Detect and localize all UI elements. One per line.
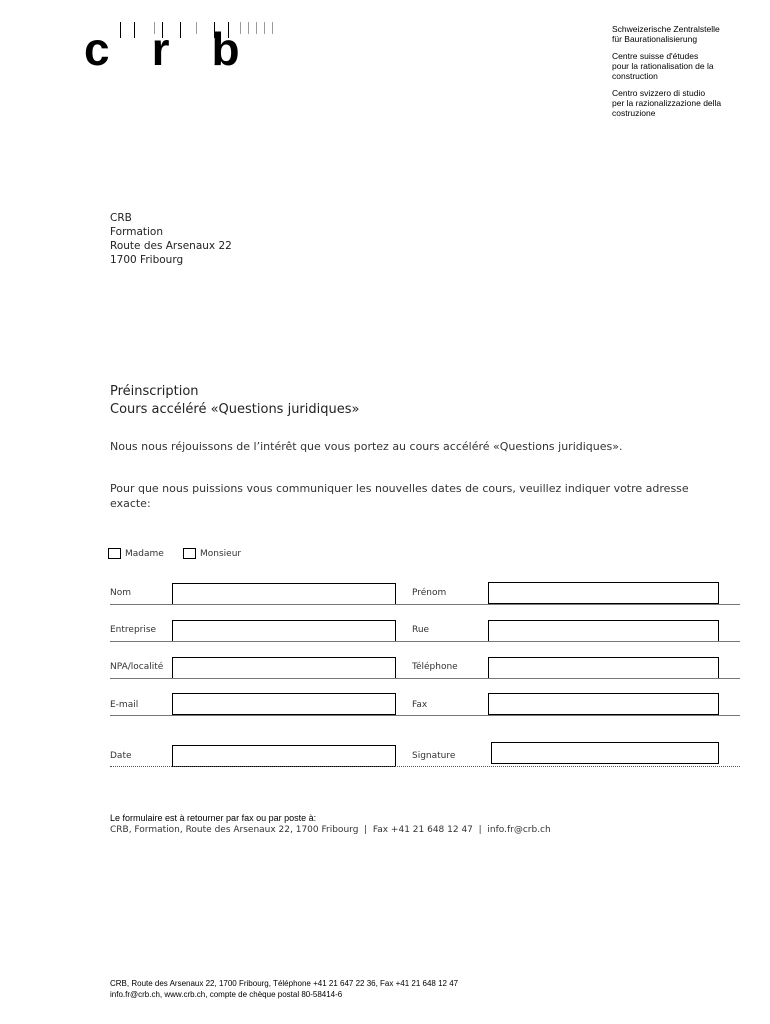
recipient-line: CRB	[110, 212, 132, 224]
recipient-line: 1700 Fribourg	[110, 254, 184, 266]
recipient-line: Route des Arsenaux 22	[110, 240, 232, 252]
checkbox-monsieur-box[interactable]	[183, 548, 196, 559]
row-divider	[110, 715, 740, 716]
checkbox-madame-box[interactable]	[108, 548, 121, 559]
footer-line-1: CRB, Route des Arsenaux 22, 1700 Fribourg, Téléphone +41 21 647 22 36, Fax +41 21 648 12 47	[110, 979, 459, 988]
return-note-heading: Le formulaire est à retourner par fax ou par poste à:	[110, 813, 317, 823]
organization-de: Schweizerische Zentralstelle für Baurationalisierung	[612, 24, 720, 44]
input-prenom[interactable]	[488, 582, 719, 604]
row-divider	[110, 604, 740, 605]
instruction-text: Pour que nous puissions vous communiquer les nouvelles dates de cours, veuillez indiquer votre adresse exacte:	[110, 482, 689, 510]
logo-letters	[84, 23, 282, 75]
footer-line-2: info.fr@crb.ch, www.crb.ch, compte de chèque postal 80-58414-6	[110, 990, 343, 999]
row-divider	[110, 766, 740, 767]
recipient-address	[110, 211, 232, 267]
row-divider	[110, 641, 740, 642]
input-signature[interactable]	[491, 742, 719, 764]
label-nom: Nom	[110, 588, 132, 598]
title-line-2: Cours accéléré «Questions juridiques»	[110, 402, 360, 417]
logo-text: crb	[84, 23, 282, 75]
return-note-details: CRB, Formation, Route des Arsenaux 22, 1700 Fribourg | Fax +41 21 648 12 47 | info.fr@crb.ch	[110, 825, 551, 835]
input-rue[interactable]	[488, 620, 719, 642]
input-fax[interactable]	[488, 693, 719, 715]
organization-it: Centro svizzero di studio per la razionalizzazione della costruzione	[612, 88, 722, 118]
row-divider	[110, 678, 740, 679]
label-entreprise: Entreprise	[110, 625, 157, 635]
input-date[interactable]	[172, 745, 396, 767]
input-email[interactable]	[172, 693, 396, 715]
label-prenom: Prénom	[412, 588, 447, 598]
document-title	[110, 383, 359, 419]
checkbox-madame-label: Madame	[125, 548, 164, 559]
label-fax: Fax	[412, 700, 428, 710]
label-rue: Rue	[412, 625, 430, 635]
label-date: Date	[110, 751, 132, 761]
input-telephone[interactable]	[488, 657, 719, 679]
input-nom[interactable]	[172, 583, 396, 605]
label-signature: Signature	[412, 751, 456, 761]
label-npa: NPA/localité	[110, 662, 164, 672]
recipient-line: Formation	[110, 226, 163, 238]
organization-names	[612, 24, 721, 125]
checkbox-madame[interactable]	[108, 548, 164, 559]
input-entreprise[interactable]	[172, 620, 396, 642]
checkbox-monsieur[interactable]	[183, 548, 241, 559]
crb-logo	[84, 22, 284, 75]
page-footer	[110, 978, 458, 1000]
title-line-1: Préinscription	[110, 384, 199, 399]
checkbox-monsieur-label: Monsieur	[200, 548, 242, 559]
intro-text: Nous nous réjouissons de l’intérêt que vous portez au cours accéléré «Questions juridiques».	[110, 440, 623, 453]
label-email: E-mail	[110, 700, 139, 710]
input-npa[interactable]	[172, 657, 396, 679]
label-telephone: Téléphone	[412, 662, 458, 672]
organization-fr: Centre suisse d'études pour la rationalisation de la construction	[612, 51, 714, 81]
